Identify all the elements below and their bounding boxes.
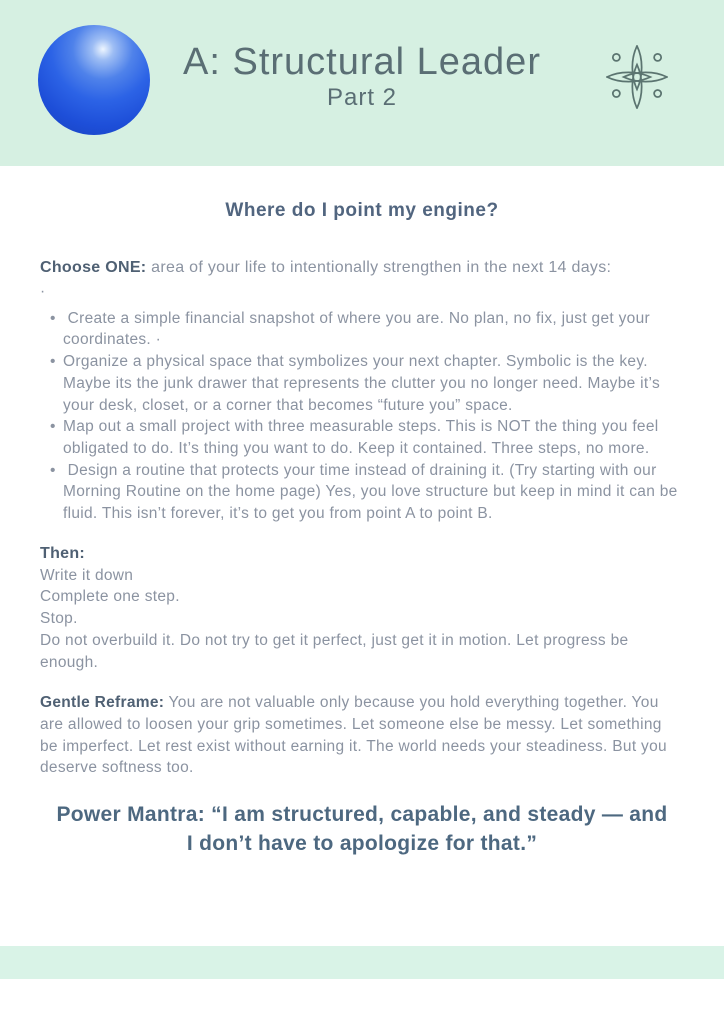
gentle-reframe-text: You are not valuable only because you hold everything together. You are allowed to loosen your grip sometimes. Let someone else be messy. Let something be imperfect. Let rest exist without earning it. The world needs your steadiness. But you deserve softness too.	[40, 694, 672, 777]
bullet-icon: •	[50, 418, 56, 436]
list-item-text: Design a routine that protects your time instead of draining it. (Try starting with our Morning Routine on the home page) Yes, you love structure but keep in mind it can be fluid. This isn’t forever, it’s to get you from point A to point B.	[63, 461, 683, 523]
worksheet-body	[0, 200, 724, 858]
list-item-text: Create a simple financial snapshot of where you are. No plan, no fix, just get your coordinates. ·	[63, 309, 655, 349]
gentle-reframe-paragraph	[40, 692, 684, 779]
floral-knot-icon	[606, 45, 668, 109]
page-title: A: Structural Leader	[183, 41, 541, 83]
section-heading: Where do I point my engine?	[225, 200, 499, 221]
choose-one-label: Choose ONE:	[40, 258, 147, 276]
then-step: Stop.	[40, 610, 78, 628]
then-step: Write it down	[40, 566, 134, 584]
choose-one-text: area of your life to intentionally strengthen in the next 14 days:	[146, 258, 612, 276]
page-subtitle: Part 2	[326, 84, 398, 111]
page-header	[0, 0, 724, 166]
list-item-text: Map out a small project with three measurable steps. This is NOT the thing you feel obligated to do. It’s thing you want to do. Keep it contained. Three steps, no more.	[63, 418, 664, 457]
list-item	[40, 460, 684, 525]
list-item-text: Organize a physical space that symbolizes your next chapter. Symbolic is the key. Maybe its the junk drawer that represents the clutter you no longer need. Maybe it’s your desk, closet, or a corner that becomes “future you” space.	[63, 353, 665, 414]
bullet-icon: •	[50, 309, 56, 327]
power-mantra: Power Mantra: “I am structured, capable, and steady — and I don’t have to apologize for that.”	[56, 803, 668, 856]
then-step: Complete one step.	[40, 588, 180, 606]
bullet-icon: •	[50, 461, 56, 479]
list-item	[40, 351, 684, 416]
then-section	[40, 542, 684, 674]
action-options-list	[40, 308, 684, 525]
gentle-reframe-label: Gentle Reframe:	[40, 694, 165, 712]
then-label: Then:	[40, 544, 86, 562]
footer-band	[0, 946, 724, 979]
choose-one-paragraph	[40, 254, 665, 282]
list-item	[40, 308, 684, 351]
then-step: Do not overbuild it. Do not try to get it perfect, just get it in motion. Let progress be enough.	[40, 631, 629, 671]
stray-dot: ·	[40, 282, 46, 300]
list-item	[40, 416, 684, 459]
bullet-icon: •	[50, 353, 56, 371]
